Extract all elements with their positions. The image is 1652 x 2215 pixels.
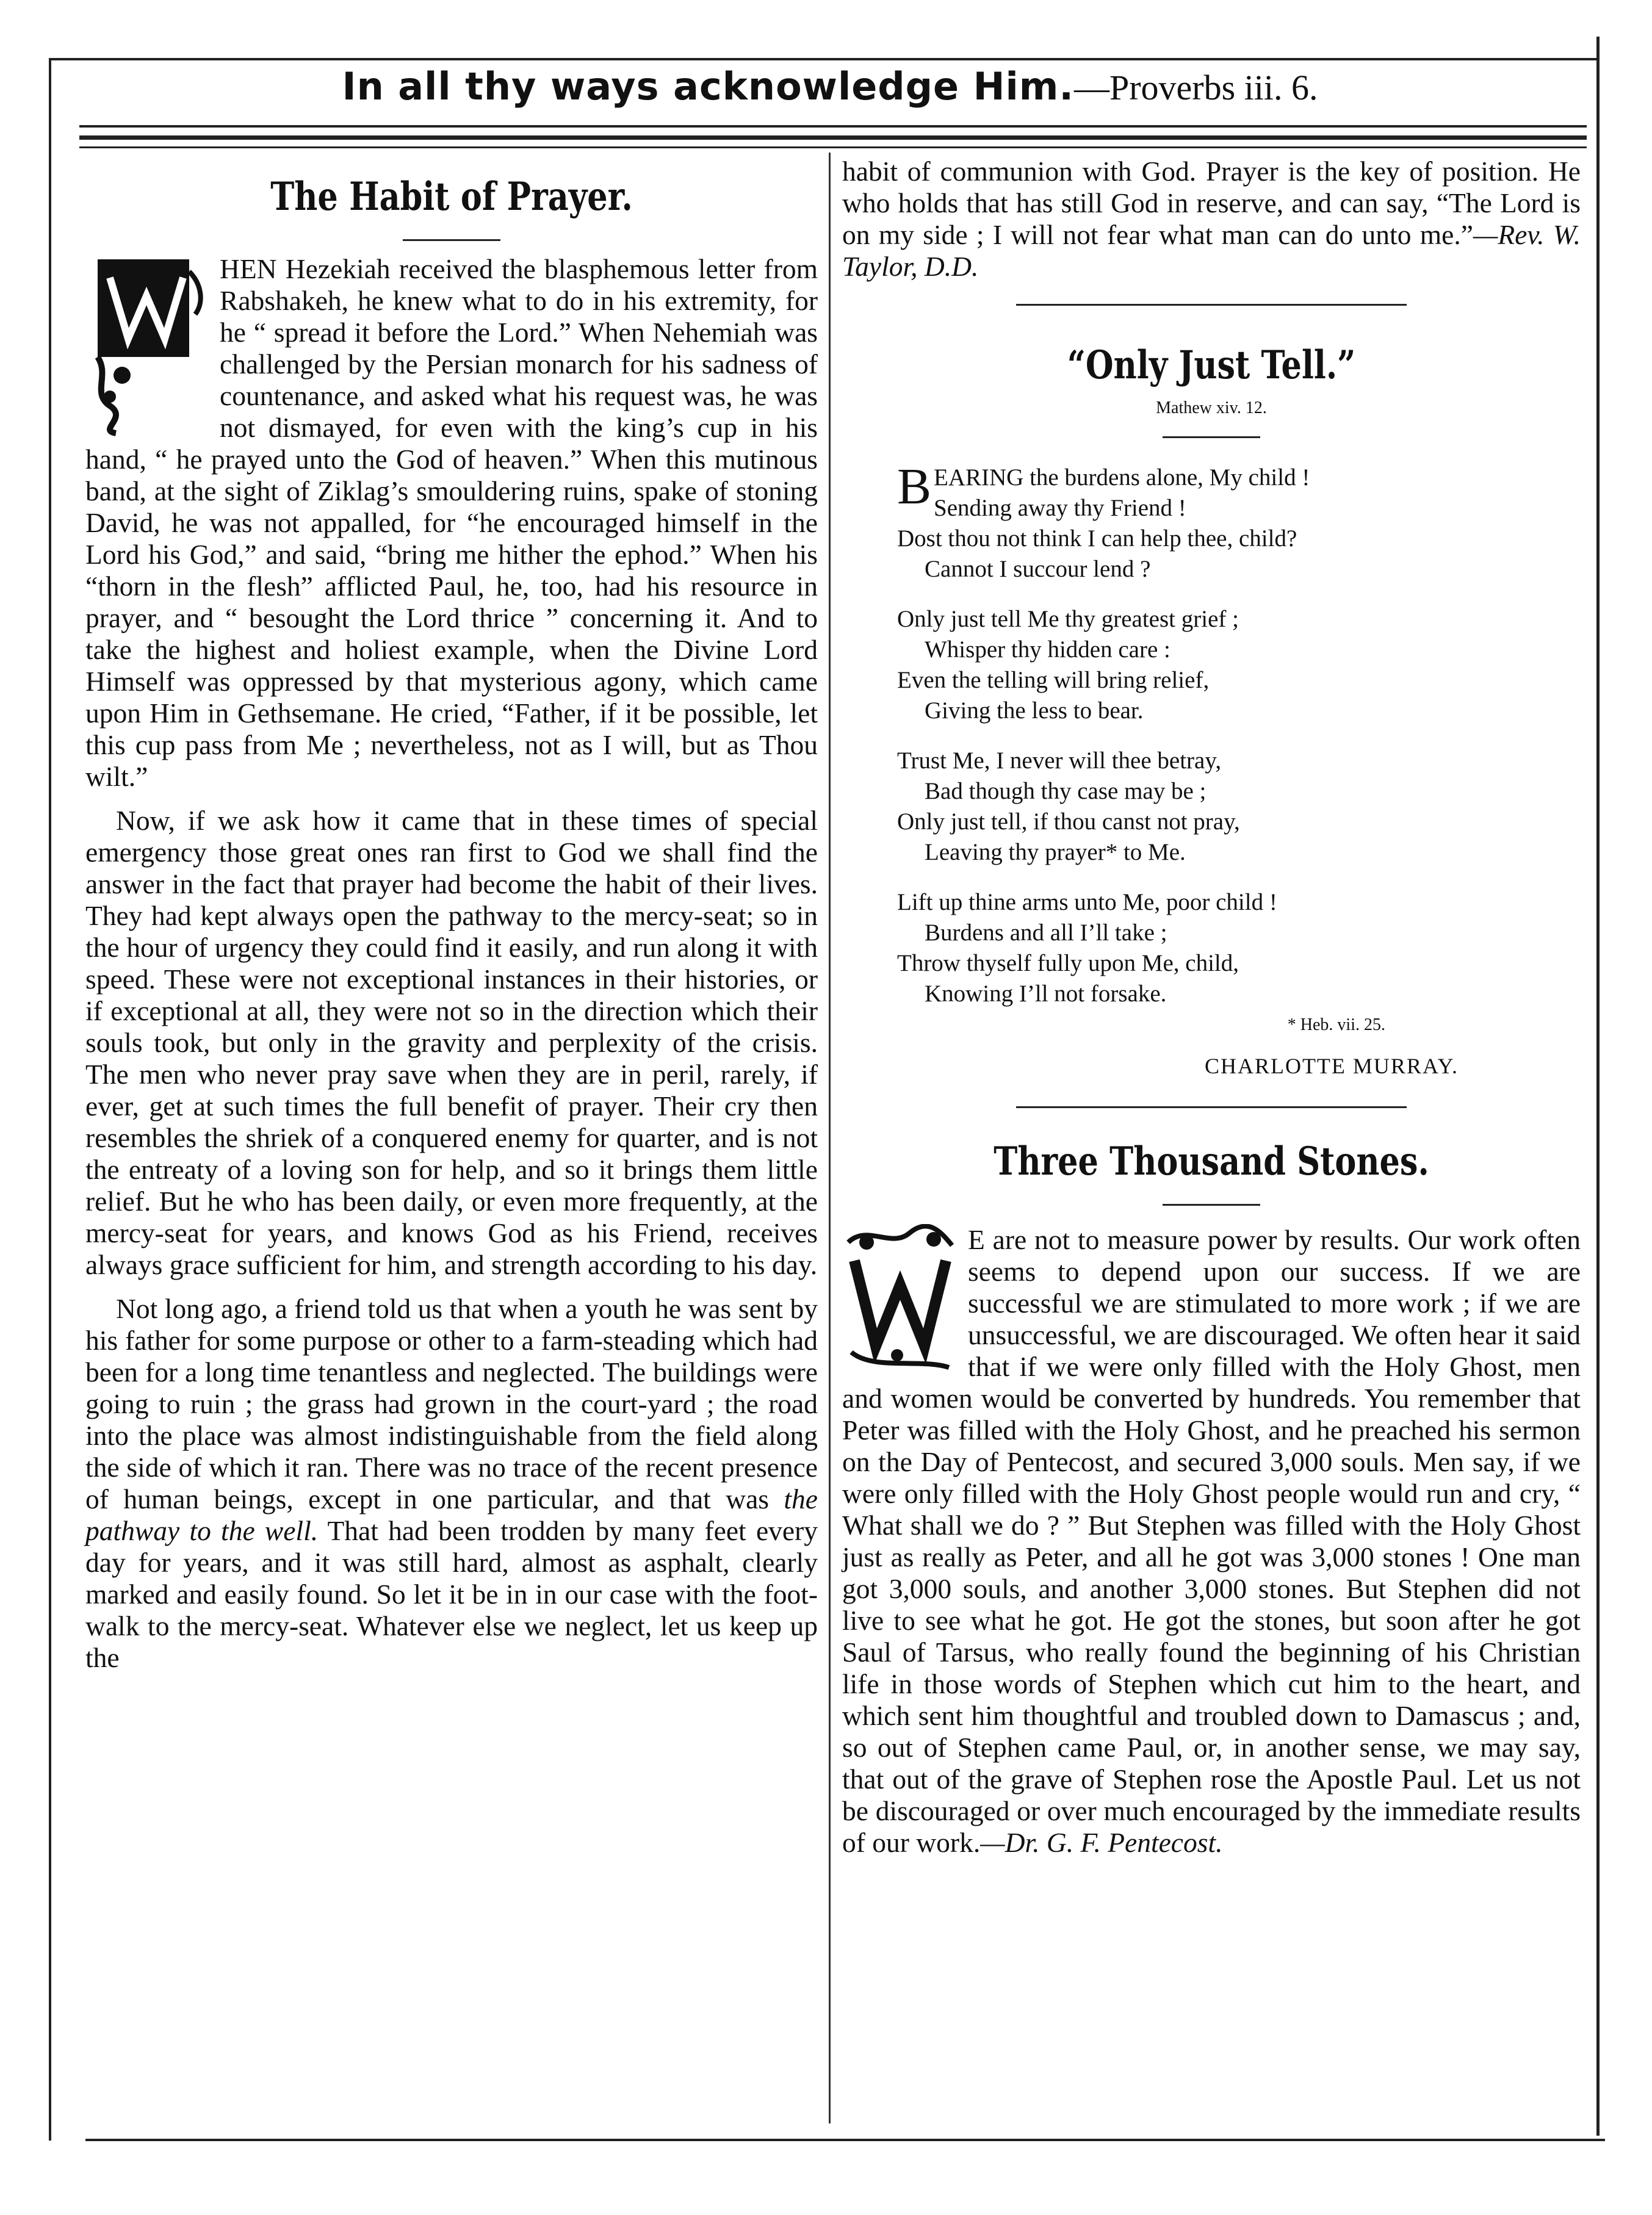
- left-column: [85, 156, 818, 1686]
- header-rule-thin: [79, 125, 1587, 128]
- article-title-only-just-tell: “Only Just Tell.”: [1067, 342, 1356, 388]
- header-rule-bottom: [79, 146, 1587, 148]
- continued-text: habit of communion with God. Prayer is the key of position. He who holds that has still God in reserve, and can say, “The Lord is on my side ; I will not fear what man can do unto me.”—Rev. W. Taylor, D.D.: [842, 156, 1581, 282]
- paragraph: HEN Hezekiah received the blasphemous letter from Rabshakeh, he knew what to do in his extremity, for he “ spread it before the Lord.” When Nehemiah was challenged by the Persian monarch for his sadness of countenance, and asked what his request was, he was not dismayed, for even with the king’s cup in his hand, “ he prayed unto the God of heaven.” When this mutinous band, at the sight of Ziklag’s smouldering ruins, spake of stoning David, he was not appalled, for “he encouraged himself in the Lord his God,” and said, “bring me hither the ephod.” When his “thorn in the flesh” afflicted Paul, he, too, had his resource in prayer, and “ besought the Lord thrice ” concerning it. And to take the highest and holiest example, when the Divine Lord Himself was oppressed by that mysterious agony, which came upon Him in Gethsemane. He cried, “Father, if it be possible, let this cup pass from Me ; nevertheless, not as I will, but as Thou wilt.”: [85, 253, 818, 792]
- poem-initial: B: [897, 458, 932, 515]
- poem-footnote: * Heb. vii. 25.: [1287, 1015, 1385, 1034]
- paragraph: Not long ago, a friend told us that when a youth he was sent by his father for some purpose or other to a farm-steading which had been for a long time tenantless and neglected. The buildings were going to ruin ; the grass had grown in the court-yard ; the road into the place was almost indistinguishable from the field along the side of which it ran. There was no trace of the recent presence of human beings, except in one particular, and that was the pathway to the well. That had been trodden by many feet every day for years, and it was still hard, almost as asphalt, clearly marked and easily found. So let it be in in our case with the foot-walk to the mercy-seat. Whatever else we neglect, let us keep up the: [85, 1292, 818, 1673]
- frame-left-rule: [49, 60, 51, 2141]
- ornamental-initial-w-icon: [842, 1224, 958, 1370]
- italic-phrase: the pathway to the well.: [85, 1483, 818, 1546]
- header-scripture: In all thy ways acknowledge Him.: [342, 64, 1074, 109]
- frame-top-rule: [49, 58, 1599, 60]
- poem: [897, 458, 1581, 1009]
- stanza-1: BEARING the burdens alone, My child ! Sending away thy Friend ! Dost thou not think I can help thee, child? Cannot I succour lend ?: [897, 458, 1310, 582]
- scripture-reference: Mathew xiv. 12.: [1156, 398, 1267, 417]
- title-rule: [1163, 436, 1260, 438]
- signature-taylor: —Rev. W. Taylor, D.D.: [842, 219, 1581, 282]
- stanza-2: Only just tell Me thy greatest grief ; Whisper thy hidden care : Even the telling will bring relief, Giving the less to bear.: [897, 605, 1239, 724]
- header-reference: —Proverbs iii. 6.: [1073, 68, 1318, 107]
- ornamental-initial-w-icon: [85, 253, 207, 436]
- column-divider: [829, 153, 831, 2123]
- article-title-habit-of-prayer: The Habit of Prayer.: [270, 174, 633, 220]
- paragraph: Now, if we ask how it came that in these times of special emergency those great ones ran first to God we shall find the answer in the fact that prayer had become the habit of their lives. They had kept always open the pathway to the mercy-seat; so in the hour of urgency they could find it easily, and run along it with speed. These were not exceptional instances in their histories, or if exceptional at all, they were not so in the direction which their souls took, but only in the gravity and perplexity of the crisis. The men who never pray save when they are in peril, rarely, if ever, get at such times the full benefit of prayer. Their cry then resembles the shriek of a conquered enemy for quarter, and is not the entreaty of a loving son for help, and so it brings them little relief. But he who has been daily, or even more frequently, at the mercy-seat for years, and knows God as his Friend, receives always grace sufficient for him, and strength according to his day.: [85, 804, 818, 1280]
- article-body-habit-of-prayer: [85, 253, 818, 1674]
- frame-bottom-rule: [85, 2139, 1605, 2141]
- section-rule: [1016, 304, 1407, 306]
- poem-author: CHARLOTTE MURRAY.: [1204, 1053, 1459, 1078]
- article-title-three-thousand-stones: Three Thousand Stones.: [994, 1138, 1429, 1184]
- header-rule-thick: [79, 135, 1587, 140]
- frame-right-rule: [1596, 37, 1600, 2136]
- article-body-three-thousand-stones: E are not to measure power by results. Our work often seems to depend upon our success. If we are successful we are stimulated to more work ; if we are unsuccessful, we are discouraged. We often hear it said that if we were only filled with the Holy Ghost, men and women would be converted by hundreds. You remember that Peter was filled with the Holy Ghost, and he preached his sermon on the Day of Pentecost, and secured 3,000 souls. Men say, if we were only filled with the Holy Ghost people would run and cry, “ What shall we do ? ” But Stephen was filled with the Holy Ghost just as really as Peter, and all he got was 3,000 stones ! One man got 3,000 souls, and another 3,000 stones. But Stephen did not live to see what he got. He got the stones, but soon after he got Saul of Tarsus, who really found the beginning of his Christian life in those words of Stephen which cut him to the heart, and which sent him thoughtful and troubled down to Damascus ; and, so out of Stephen came Paul, or, in another sense, we may say, that out of the grave of Stephen rose the Apostle Paul. Let us not be discouraged or over much encouraged by the immediate results of our work.—Dr. G. F. Pentecost.: [842, 1223, 1581, 1858]
- signature-pentecost: —Dr. G. F. Pentecost.: [980, 1826, 1223, 1858]
- page-header: [73, 64, 1587, 125]
- title-rule: [1163, 1204, 1260, 1206]
- title-rule: [403, 239, 500, 241]
- section-rule: [1016, 1106, 1407, 1108]
- stanza-3: Trust Me, I never will thee betray, Bad though thy case may be ; Only just tell, if thou canst not pray, Leaving thy prayer* to Me.: [897, 747, 1240, 865]
- right-column: [842, 156, 1581, 1871]
- stanza-4: Lift up thine arms unto Me, poor child ! Burdens and all I’ll take ; Throw thyself fully upon Me, child, Knowing I’ll not forsake.: [897, 888, 1277, 1007]
